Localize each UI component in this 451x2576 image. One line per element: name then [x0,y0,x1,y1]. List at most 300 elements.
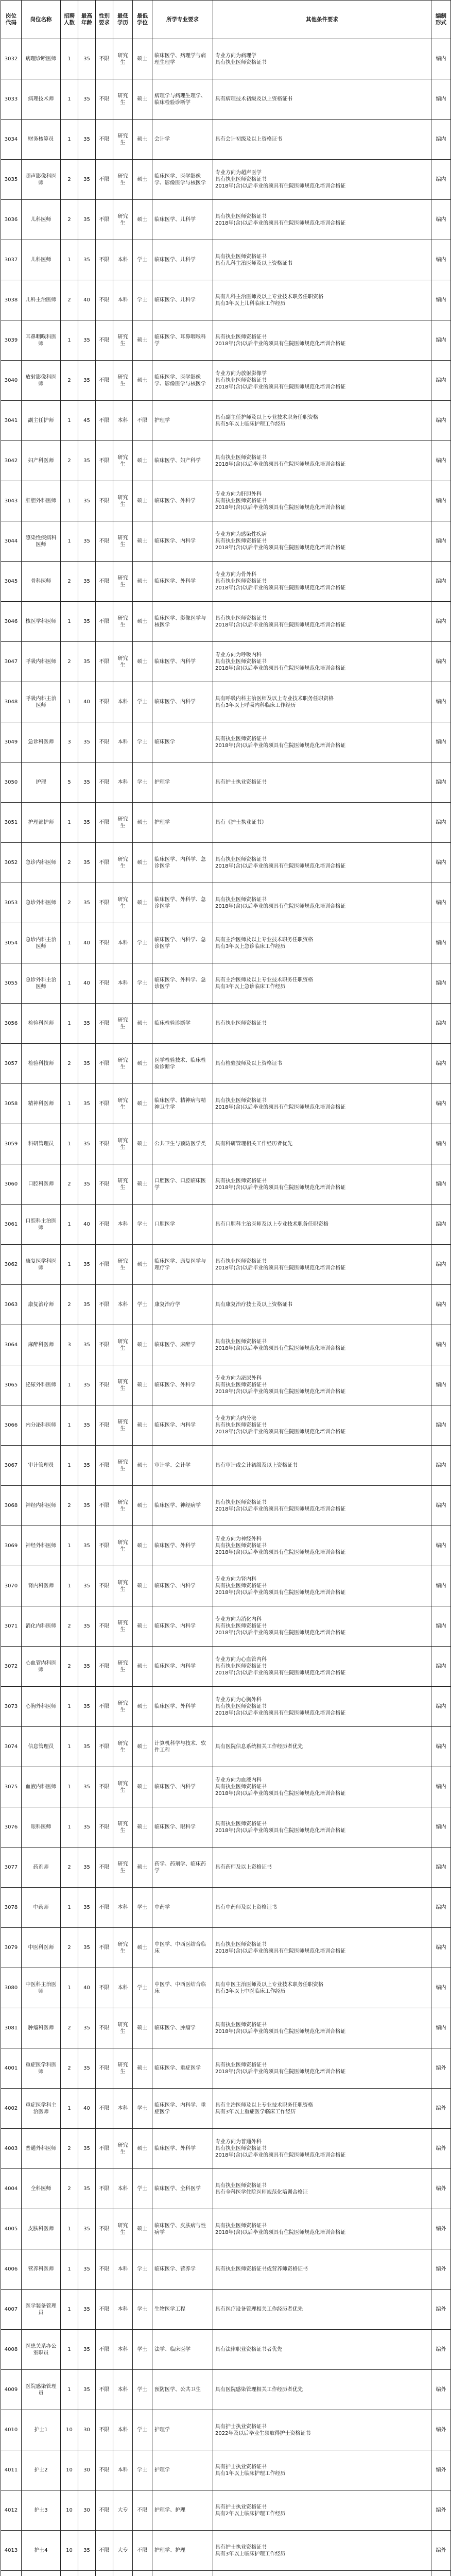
major-cell: 临床医学、营养学 [152,2249,213,2290]
job-code-cell: 3067 [1,1446,22,1486]
job-code-cell: 4006 [1,2249,22,2290]
requirements-cell [213,2450,431,2490]
requirement-line: 具有5年以上临床护理工作经历 [215,421,429,428]
job-name-cell: 重症医学科医师 [22,2048,61,2089]
job-name-cell: 神经内科医师 [22,1486,61,1526]
table-row [1,1767,451,1807]
table-row [1,1044,451,1084]
requirement-line: 具有《护士执业证书》 [215,819,429,826]
gender-cell: 不限 [96,2169,113,2209]
max-age-cell: 35 [78,642,96,682]
recruitment-table [1,0,451,2576]
requirements-cell [213,1325,431,1365]
job-code-cell [1,2571,22,2576]
max-age-cell: 35 [78,2330,96,2370]
degree-cell: 学士 [133,2290,152,2330]
requirements-cell [213,240,431,280]
max-age-cell: 35 [78,1888,96,1928]
requirement-line: 2018年(含)以后毕业的须具有住院医师规范化培训合格证 [215,1265,429,1272]
requirement-line: 2018年(含)以后毕业的须具有住院医师规范化培训合格证 [215,1670,429,1676]
staffing-form-cell [431,2571,451,2576]
gender-cell: 不限 [96,2048,113,2089]
requirement-line: 具有科研管理相关工作经历者优先 [215,1141,429,1147]
major-cell: 临床医学、儿科学 [152,280,213,320]
job-name-cell: 审计管理员 [22,1446,61,1486]
job-name-cell: 血液内科医师 [22,1767,61,1807]
gender-cell: 不限 [96,1044,113,1084]
table-body [1,39,451,2576]
requirements-cell [213,562,431,602]
degree-cell: 硕士 [133,1325,152,1365]
staffing-form-cell: 编内 [431,722,451,762]
requirement-line: 2018年(含)以后毕业的须具有住院医师规范化培训合格证 [215,220,429,227]
headcount-cell: 2 [61,200,78,240]
headcount-cell: 2 [61,642,78,682]
gender-cell: 不限 [96,1084,113,1124]
max-age-cell: 35 [78,1606,96,1647]
gender-cell: 不限 [96,1245,113,1285]
requirements-cell [213,2129,431,2169]
job-name-cell: 医患关系办公室职员 [22,2330,61,2370]
table-row [1,2571,451,2576]
max-age-cell: 35 [78,1647,96,1687]
degree-cell: 学士 [133,2450,152,2490]
education-cell: 本科 [113,923,133,963]
requirements-cell [213,1807,431,1848]
requirements-cell [213,441,431,481]
requirement-line: 具有检验技师及以上资格证书 [215,1060,429,1067]
degree-cell: 学士 [133,2410,152,2450]
job-code-cell: 4004 [1,2169,22,2209]
requirement-line: 2018年(含)以后毕业的须具有住院医师规范化培训合格证 [215,1710,429,1717]
requirement-line: 专业方向为骨外科 [215,571,429,578]
job-code-cell: 3071 [1,1606,22,1647]
requirement-line: 2018年(含)以后毕业的须具有住院医师规范化培训合格证 [215,2229,429,2236]
major-cell: 护理学 [152,803,213,843]
job-name-cell: 护士1 [22,2410,61,2450]
job-name-cell: 重症医学科主治医师 [22,2089,61,2129]
job-name-cell: 检验科技师 [22,1044,61,1084]
gender-cell: 不限 [96,361,113,401]
requirements-cell [213,1446,431,1486]
requirement-line: 具有医院信息系统相关工作经历者优先 [215,1743,429,1750]
requirements-cell [213,2531,431,2571]
job-code-cell: 3060 [1,1164,22,1205]
requirement-line: 具有执业医师资格证书或营养师资格证书 [215,2266,429,2273]
max-age-cell: 35 [78,1807,96,1848]
degree-cell: 硕士 [133,1566,152,1606]
degree-cell: 硕士 [133,1928,152,1968]
max-age-cell: 35 [78,1687,96,1727]
requirement-line: 2018年(含)以后毕业的须具有住院医师规范化培训合格证 [215,585,429,591]
headcount-cell: 2 [61,1285,78,1325]
table-row [1,2330,451,2370]
requirement-line: 具有呼吸内科主治医师及以上专业技术职务任职资格 [215,696,429,702]
job-code-cell: 4008 [1,2330,22,2370]
table-row [1,1687,451,1727]
table-row [1,1848,451,1888]
education-cell: 研究生 [113,1606,133,1647]
degree-cell: 硕士 [133,1124,152,1164]
staffing-form-cell: 编内 [431,1245,451,1285]
gender-cell: 不限 [96,1848,113,1888]
requirement-line: 2018年(含)以后毕业的须具有住院医师规范化培训合格证 [215,1388,429,1395]
job-name-cell: 急诊外科医师 [22,883,61,923]
gender-cell: 不限 [96,803,113,843]
headcount-cell: 1 [61,602,78,642]
requirement-line: 2018年(含)以后毕业的须具有住院医师规范化培训合格证 [215,1429,429,1435]
headcount-cell: 1 [61,120,78,160]
table-row [1,1405,451,1446]
headcount-cell: 10 [61,2531,78,2571]
education-cell: 研究生 [113,521,133,562]
job-code-cell: 3070 [1,1566,22,1606]
education-cell: 研究生 [113,2209,133,2249]
gender-cell: 不限 [96,602,113,642]
job-code-cell: 4005 [1,2209,22,2249]
education-cell: 研究生 [113,1526,133,1566]
requirement-line: 具有执业医师资格证书 [215,538,429,545]
requirement-line: 具有法律职业资格证书者优先 [215,2346,429,2353]
requirements-cell [213,1928,431,1968]
education-cell: 本科 [113,2370,133,2410]
headcount-cell: 1 [61,2330,78,2370]
table-row [1,2209,451,2249]
major-cell: 临床医学 [152,722,213,762]
job-code-cell: 3049 [1,722,22,762]
degree-cell: 硕士 [133,1084,152,1124]
requirements-cell [213,361,431,401]
education-cell: 研究生 [113,2008,133,2048]
major-cell: 临床医学、内科学 [152,1405,213,1446]
job-name-cell: 肝胆外科医师 [22,481,61,521]
headcount-cell: 1 [61,521,78,562]
job-name-cell: 放射影像科医师 [22,361,61,401]
job-code-cell: 3074 [1,1727,22,1767]
table-row [1,1446,451,1486]
major-cell: 护理学、护理 [152,2490,213,2531]
headcount-cell: 1 [61,2249,78,2290]
table-row [1,1888,451,1928]
education-cell: 研究生 [113,1365,133,1405]
requirements-cell [213,320,431,361]
degree-cell: 硕士 [133,1848,152,1888]
education-cell: 本科 [113,2089,133,2129]
job-code-cell: 3063 [1,1285,22,1325]
headcount-cell: 2 [61,883,78,923]
job-name-cell: 神经外科医师 [22,1526,61,1566]
job-code-cell: 3057 [1,1044,22,1084]
header-name: 岗位名称 [22,1,61,39]
requirements-cell [213,762,431,803]
job-code-cell: 3080 [1,1968,22,2008]
headcount-cell: 1 [61,1526,78,1566]
requirements-cell [213,2169,431,2209]
job-code-cell: 4007 [1,2290,22,2330]
job-code-cell: 3047 [1,642,22,682]
job-code-cell: 3035 [1,160,22,200]
requirement-line: 2018年(含)以后毕业的须具有住院医师规范化培训合格证 [215,461,429,468]
requirements-cell [213,923,431,963]
education-cell: 研究生 [113,1566,133,1606]
job-name-cell: 耳鼻咽喉科医师 [22,320,61,361]
major-cell: 临床医学、耳鼻咽喉科学 [152,320,213,361]
requirements-cell [213,160,431,200]
staffing-form-cell: 编内 [431,1807,451,1848]
max-age-cell: 40 [78,963,96,1004]
table-row [1,39,451,79]
requirements-cell [213,79,431,120]
major-cell: 临床医学、外科学 [152,1365,213,1405]
job-code-cell: 3033 [1,79,22,120]
max-age-cell: 35 [78,1566,96,1606]
staffing-form-cell: 编内 [431,320,451,361]
job-name-cell: 心血管内科医师 [22,1647,61,1687]
requirements-cell [213,2048,431,2089]
gender-cell: 不限 [96,722,113,762]
requirements-cell [213,2089,431,2129]
job-name-cell: 肿瘤科医师 [22,2008,61,2048]
education-cell: 研究生 [113,883,133,923]
table-row [1,2249,451,2290]
major-cell: 护理学 [152,762,213,803]
education-cell: 本科 [113,2410,133,2450]
headcount-cell: 10 [61,2490,78,2531]
header-count: 招聘人数 [61,1,78,39]
job-code-cell: 3066 [1,1405,22,1446]
education-cell: 研究生 [113,1405,133,1446]
major-cell: 临床医学、眼科学 [152,1807,213,1848]
requirement-line: 具有康复治疗技士及以上资格证书 [215,1301,429,1308]
requirement-line: 2018年(含)以后毕业的须具有住院医师规范化培训合格证 [215,183,429,190]
table-row [1,1245,451,1285]
max-age-cell: 35 [78,79,96,120]
requirements-cell [213,2008,431,2048]
job-code-cell: 4002 [1,2089,22,2129]
degree-cell: 硕士 [133,1044,152,1084]
staffing-form-cell: 编内 [431,923,451,963]
degree-cell: 学士 [133,923,152,963]
requirement-line: 具有执业医师资格证书 [215,253,429,260]
gender-cell: 不限 [96,1285,113,1325]
requirements-cell [213,883,431,923]
requirements-cell [213,682,431,722]
degree-cell: 硕士 [133,1767,152,1807]
requirement-line: 具有护士执业资格证书 [215,2464,429,2470]
education-cell: 研究生 [113,843,133,883]
requirement-line: 专业方向为放射影像学 [215,370,429,377]
staffing-form-cell: 编外 [431,2450,451,2490]
headcount-cell: 1 [61,1727,78,1767]
table-row [1,361,451,401]
job-name-cell: 泌尿外科医师 [22,1365,61,1405]
requirement-line: 具有执业医师资格证书 [215,1499,429,1506]
requirement-line: 具有执业医师资格证书 [215,2062,429,2069]
requirement-line: 专业方向为肾内科 [215,1576,429,1583]
requirement-line: 专业方向为心血管内科 [215,1656,429,1663]
job-name-cell: 护士4 [22,2531,61,2571]
requirement-line: 具有医院感染管理相关工作经历者优先 [215,2386,429,2393]
education-cell: 研究生 [113,200,133,240]
major-cell: 生物医学工程 [152,2290,213,2330]
gender-cell: 不限 [96,320,113,361]
major-cell: 康复治疗学 [152,1285,213,1325]
requirement-line: 具有执业医师资格证书 [215,1821,429,1827]
gender-cell: 不限 [96,240,113,280]
requirement-line: 具有执业医师资格证书 [215,1422,429,1429]
job-code-cell: 4009 [1,2370,22,2410]
max-age-cell: 35 [78,1767,96,1807]
headcount-cell: 1 [61,2089,78,2129]
table-row [1,1205,451,1245]
max-age-cell: 35 [78,562,96,602]
job-name-cell: 病理技术师 [22,79,61,120]
gender-cell: 不限 [96,1486,113,1526]
education-cell: 研究生 [113,160,133,200]
requirements-cell [213,1767,431,1807]
table-row [1,1647,451,1687]
education-cell: 本科 [113,722,133,762]
degree-cell: 硕士 [133,1647,152,1687]
education-cell: 研究生 [113,1084,133,1124]
table-row [1,200,451,240]
education-cell: 本科 [113,280,133,320]
requirement-line: 具有执业医师资格证书 [215,377,429,384]
gender-cell: 不限 [96,963,113,1004]
education-cell: 本科 [113,2330,133,2370]
education-cell: 研究生 [113,79,133,120]
education-cell: 研究生 [113,1486,133,1526]
education-cell: 研究生 [113,1647,133,1687]
staffing-form-cell: 编内 [431,1004,451,1044]
max-age-cell: 35 [78,2370,96,2410]
max-age-cell: 35 [78,1928,96,1968]
job-name-cell: 中药师 [22,1888,61,1928]
education-cell: 本科 [113,401,133,441]
table-row [1,843,451,883]
max-age-cell: 35 [78,1848,96,1888]
job-code-cell: 3062 [1,1245,22,1285]
headcount-cell: 1 [61,1807,78,1848]
requirement-line: 具有执业医师资格证书 [215,1543,429,1549]
job-name-cell: 妇产科医师 [22,441,61,481]
requirement-line: 2018年(含)以后毕业的须具有住院医师规范化培训合格证 [215,863,429,870]
job-name-cell: 急诊内科医师 [22,843,61,883]
gender-cell: 不限 [96,2490,113,2531]
gender-cell: 不限 [96,481,113,521]
requirement-line: 具有执业医师资格证书 [215,498,429,504]
requirement-line: 具有执业医师资格证书 [215,1097,429,1104]
job-code-cell: 3075 [1,1767,22,1807]
major-cell: 护理学、护理 [152,2531,213,2571]
degree-cell: 硕士 [133,1807,152,1848]
requirement-line: 专业方向为普通外科 [215,2139,429,2145]
job-name-cell: 全科医师 [22,2169,61,2209]
major-cell: 临床医学、病理学与病理生理学 [152,39,213,79]
headcount-cell: 1 [61,240,78,280]
requirement-line: 专业方向为肝胆外科 [215,491,429,498]
headcount-cell: 2 [61,2129,78,2169]
requirements-cell [213,39,431,79]
requirements-cell [213,1687,431,1727]
degree-cell: 学士 [133,1968,152,2008]
major-cell: 临床医学、内科学 [152,1566,213,1606]
table-row [1,120,451,160]
staffing-form-cell: 编内 [431,1285,451,1325]
education-cell: 本科 [113,2450,133,2490]
gender-cell: 不限 [96,1405,113,1446]
max-age-cell: 35 [78,1325,96,1365]
table-row [1,2370,451,2410]
table-row [1,79,451,120]
requirement-line: 具有病理技术初级及以上资格证书 [215,96,429,103]
max-age-cell: 35 [78,2249,96,2290]
requirement-line: 2018年(含)以后毕业的须具有住院医师规范化培训合格证 [215,1790,429,1797]
requirements-cell [213,803,431,843]
gender-cell: 不限 [96,39,113,79]
major-cell: 临床检验诊断学 [152,1004,213,1044]
gender-cell: 不限 [96,762,113,803]
major-cell: 临床医学、外科学 [152,481,213,521]
job-name-cell: 护士2 [22,2450,61,2490]
max-age-cell: 35 [78,883,96,923]
max-age-cell: 40 [78,923,96,963]
education-cell: 研究生 [113,361,133,401]
staffing-form-cell: 编内 [431,521,451,562]
education-cell: 大专 [113,2531,133,2571]
staffing-form-cell: 编内 [431,843,451,883]
degree-cell: 硕士 [133,1606,152,1647]
headcount-cell: 10 [61,2410,78,2450]
degree-cell: 硕士 [133,2129,152,2169]
max-age-cell: 35 [78,1004,96,1044]
job-name-cell [22,2571,61,2576]
requirement-line: 具有会计初级及以上资格证书 [215,136,429,143]
requirement-line: 具有执业医师资格证书 [215,658,429,665]
job-name-cell: 骨科医师 [22,562,61,602]
gender-cell: 不限 [96,2370,113,2410]
job-code-cell: 3050 [1,762,22,803]
major-cell: 会计学 [152,120,213,160]
job-code-cell: 3064 [1,1325,22,1365]
degree-cell: 硕士 [133,843,152,883]
major-cell [152,2571,213,2576]
job-name-cell: 内分泌科医师 [22,1405,61,1446]
max-age-cell: 30 [78,2410,96,2450]
requirements-cell [213,1084,431,1124]
degree-cell: 硕士 [133,642,152,682]
major-cell: 中医学、中西医结合临床 [152,1968,213,2008]
gender-cell: 不限 [96,2330,113,2370]
max-age-cell: 35 [78,1727,96,1767]
staffing-form-cell: 编内 [431,1848,451,1888]
table-row [1,1365,451,1405]
requirement-line: 2018年(含)以后毕业的须具有住院医师规范化培训合格证 [215,1104,429,1111]
education-cell: 研究生 [113,1767,133,1807]
max-age-cell: 35 [78,843,96,883]
job-name-cell: 医学装备管理员 [22,2290,61,2330]
job-name-cell: 医院感染管理员 [22,2370,61,2410]
requirements-cell [213,1285,431,1325]
requirements-cell [213,481,431,521]
job-code-cell: 3054 [1,923,22,963]
table-row [1,2048,451,2089]
requirements-cell [213,120,431,160]
major-cell: 临床医学、内科学、急诊医学 [152,923,213,963]
requirement-line: 2018年(含)以后毕业的须具有住院医师规范化培训合格证 [215,903,429,910]
major-cell: 口腔医学 [152,1205,213,1245]
gender-cell: 不限 [96,120,113,160]
